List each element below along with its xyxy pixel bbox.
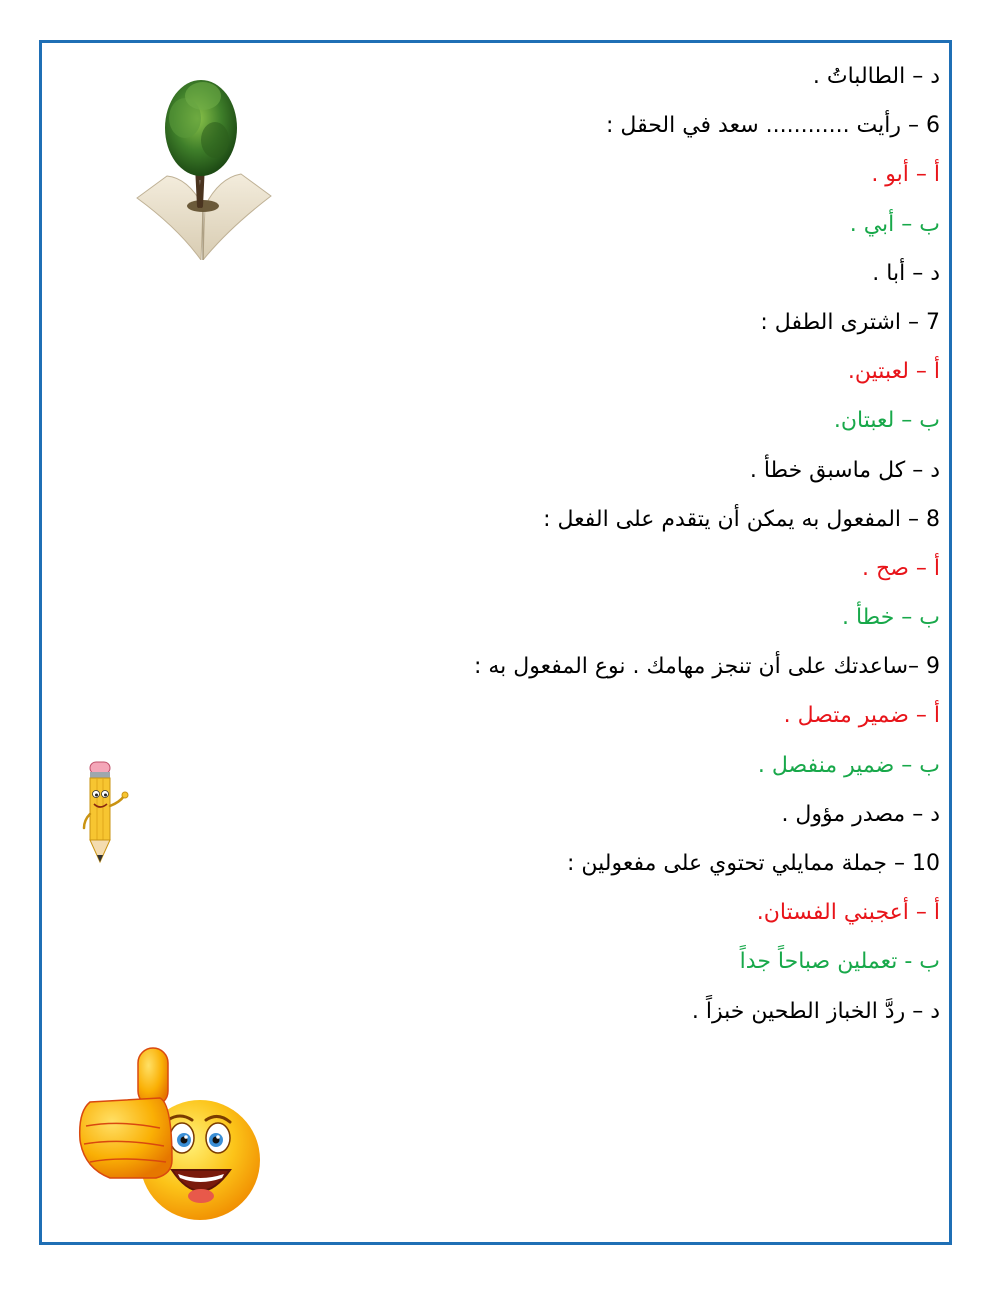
option-a: أ – أعجبني الفستان. bbox=[756, 900, 940, 926]
worksheet-lines bbox=[320, 52, 940, 1036]
question-10: 10 – جملة ممايلي تحتوي على مفعولين : bbox=[567, 851, 940, 876]
tree-on-open-book-illustration bbox=[133, 78, 275, 260]
question-7: 7 – اشترى الطفل : bbox=[760, 309, 940, 335]
option-d: د – مصدر مؤول . bbox=[781, 801, 940, 827]
option-a: أ – لعبتين. bbox=[847, 359, 940, 385]
option-a: أ – ضمير متصل . bbox=[783, 703, 940, 729]
option-b: ب – أبي . bbox=[849, 211, 940, 237]
question-9: 9 –ساعدتك على أن تنجز مهامك . نوع المفعول به : bbox=[473, 654, 940, 680]
option-a: أ – صح . bbox=[862, 555, 940, 581]
option-b: ب - تعملين صباحاً جداً bbox=[739, 949, 940, 975]
option-d: د – كل ماسبق خطأ . bbox=[749, 457, 940, 483]
pencil-mascot-illustration bbox=[78, 758, 133, 868]
option-b: ب – خطأ . bbox=[841, 605, 940, 631]
option-d: د – أبا . bbox=[872, 260, 940, 286]
option-b: ب – ضمير منفصل . bbox=[757, 752, 940, 778]
option-b: ب – لعبتان. bbox=[833, 408, 940, 434]
option-d: د – ردَّ الخباز الطحين خبزاً . bbox=[691, 998, 940, 1024]
question-8: 8 – المفعول به يمكن أن يتقدم على الفعل : bbox=[543, 506, 940, 532]
thumbs-up-smiley-illustration bbox=[60, 1040, 265, 1235]
option-a: أ – أبو . bbox=[871, 162, 940, 188]
worksheet-line: د – الطالباتُ . bbox=[812, 64, 940, 89]
question-6: 6 – رأيت ............ سعد في الحقل : bbox=[606, 113, 940, 139]
